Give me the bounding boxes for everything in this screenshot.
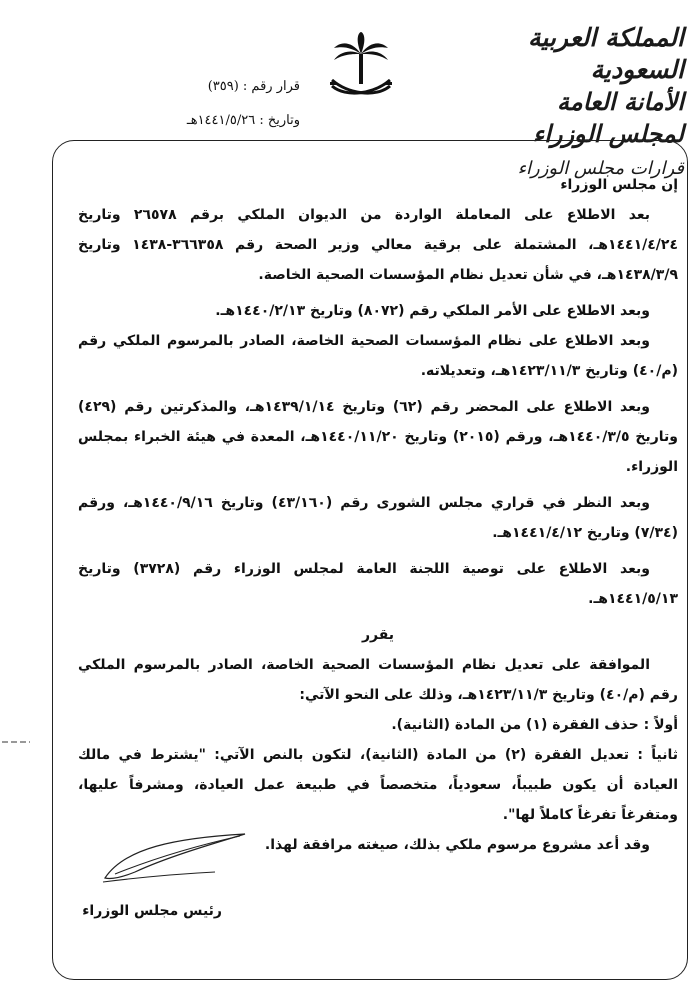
palm-swords-emblem-icon: [326, 32, 396, 102]
paragraph-royal-order: وبعد الاطلاع على الأمر الملكي رقم (٨٠٧٢) وتاريخ ١٤٤٠/٢/١٣هـ.: [215, 303, 650, 319]
paragraph-system: وبعد الاطلاع على نظام المؤسسات الصحية الخاصة، الصادر بالمرسوم الملكي رقم (م/٤٠) وتاريخ ١٤٢٣/١١/٣هـ، وتعديلاته.: [78, 333, 678, 379]
margin-dash-mark: [0, 732, 60, 752]
decides-heading: يقرر: [361, 627, 395, 643]
brand-line-decisions: قرارات مجلس الوزراء: [517, 158, 684, 179]
decision-number: قرار رقم : (٣٥٩): [207, 79, 300, 94]
opening-line: إن مجلس الوزراء: [560, 177, 678, 193]
decision-reference: [100, 70, 300, 138]
paragraph-experts: وبعد الاطلاع على المحضر رقم (٦٢) وتاريخ ١٤٣٩/١/١٤هـ، والمذكرتين رقم (٤٢٩) وتاريخ ١٤٤٠/٣/٥هـ، ورقم (٢٠١٥) وتاريخ ١٤٤٠/١١/٢٠هـ، المعدة في هيئة الخبراء بمجلس الوزراء.: [78, 399, 678, 475]
paragraph-shura: وبعد النظر في قراري مجلس الشورى رقم (٤٣/١٦٠) وتاريخ ١٤٤٠/٩/١٦هـ، ورقم (٧/٣٤) وتاريخ ١٤٤١/٤/١٢هـ.: [78, 495, 678, 541]
paragraph-committee: وبعد الاطلاع على توصية اللجنة العامة لمجلس الوزراء رقم (٣٧٢٨) وتاريخ ١٤٤١/٥/١٣هـ.: [78, 561, 678, 607]
paragraph-royal-court: بعد الاطلاع على المعاملة الواردة من الديوان الملكي برقم ٢٦٥٧٨ وتاريخ ١٤٤١/٤/٢٤هـ، المشتملة على برقية معالي وزير الصحة رقم ٣٦٦٣٥٨-١٤٣٨ وتاريخ ١٤٣٨/٣/٩هـ، في شأن تعديل نظام المؤسسات الصحية الخاصة.: [78, 207, 679, 283]
item-second: ثانياً : تعديل الفقرة (٢) من المادة (الثانية)، لتكون بالنص الآتي: "يشترط في مالك العيادة أن يكون طبيباً، سعودياً، متخصصاً في طبيعة عمل العيادة، ومشرفاً عليها، ومتفرغاً تفرغاً كاملاً لها".: [78, 747, 679, 823]
paragraph-approval: الموافقة على تعديل نظام المؤسسات الصحية الخاصة، الصادر بالمرسوم الملكي رقم (م/٤٠) وتاريخ ١٤٢٣/١١/٣هـ، وذلك على النحو الآتي:: [78, 657, 678, 703]
signatory-title: رئيس مجلس الوزراء: [82, 903, 222, 919]
signature-mark: [95, 828, 255, 888]
item-first: أولاً : حذف الفقرة (١) من المادة (الثانية).: [391, 717, 678, 733]
decision-date: وتاريخ : ١٤٤١/٥/٢٦هـ: [186, 113, 300, 128]
paragraph-closing: وقد أعد مشروع مرسوم ملكي بذلك، صيغته مرافقة لهذا.: [264, 837, 650, 853]
brand-line-secretariat: الأمانة العامة لمجلس الوزراء: [532, 87, 684, 148]
document-body: [78, 170, 678, 860]
brand-line-kingdom: المملكة العربية السعودية: [528, 23, 684, 84]
